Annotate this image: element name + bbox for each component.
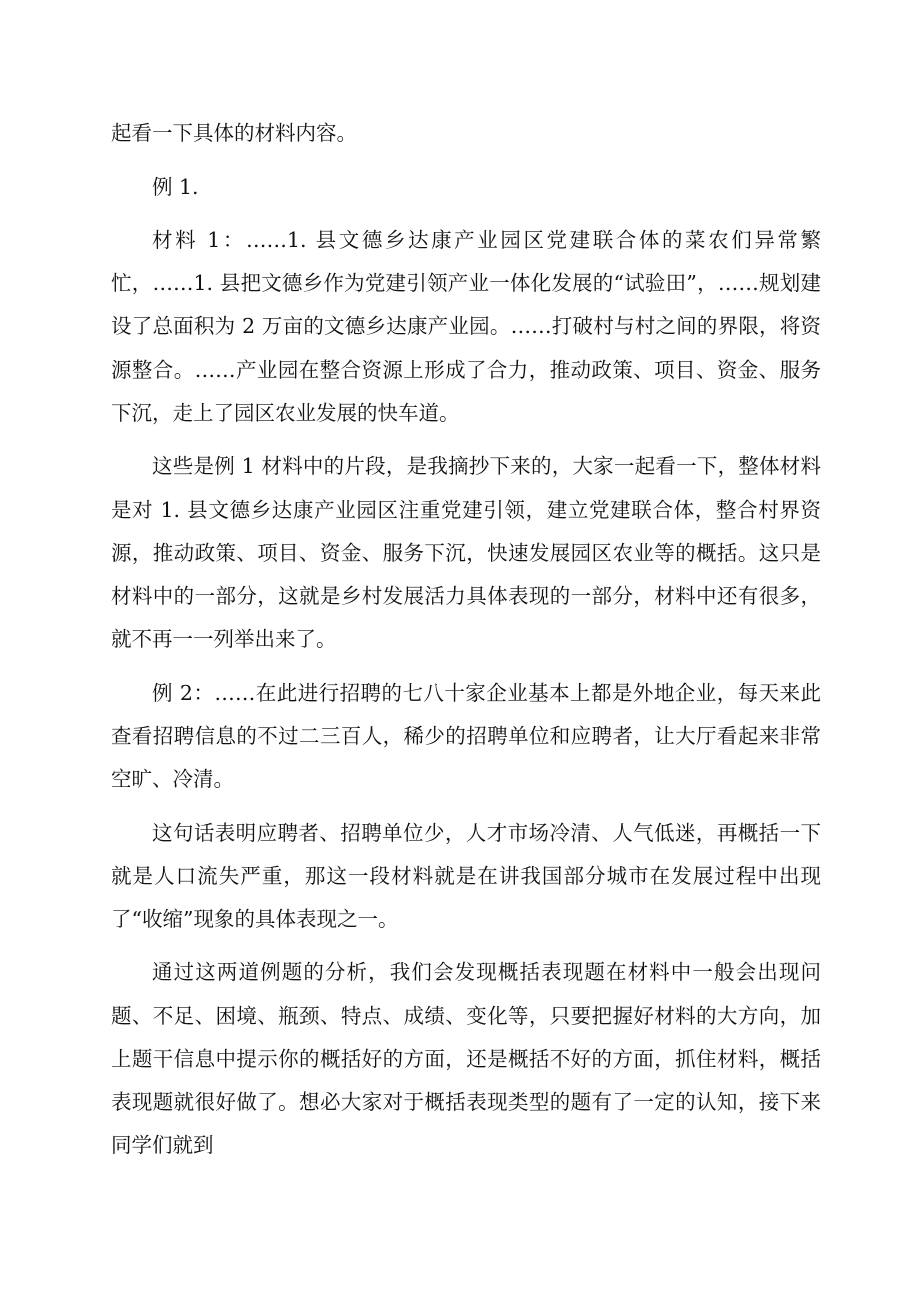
document-body	[111, 112, 821, 1178]
paragraph-example-2-analysis: 这句话表明应聘者、招聘单位少，人才市场冷清、人气低迷，再概括一下就是人口流失严重，那这一段材料就是在讲我国部分城市在发展过程中出现了“收缩”现象的具体表现之一。	[111, 820, 821, 931]
paragraph-example-2: 例 2：……在此进行招聘的七八十家企业基本上都是外地企业，每天来此查看招聘信息的不过二三百人，稀少的招聘单位和应聘者，让大厅看起来非常空旷、冷清。	[111, 680, 821, 792]
paragraph-material-1: 材料 1：……1. 县文德乡达康产业园区党建联合体的菜农们异常繁忙，……1. 县把文德乡作为党建引领产业一体化发展的“试验田”，……规划建设了总面积为 2 万亩的文德乡达康产业园。……打破村与村之间的界限，将资源整合。……产业园在整合资源上形成了合力，推动政策、项目、资金、服务下沉，走上了园区农业发展的快车道。	[111, 228, 821, 425]
paragraph-material-1-analysis: 这些是例 1 材料中的片段，是我摘抄下来的，大家一起看一下，整体材料是对 1. 县文德乡达康产业园区注重党建引领，建立党建联合体，整合村界资源，推动政策、项目、资金、服务下沉，快速发展园区农业等的概括。这只是材料中的一部分，这就是乡村发展活力具体表现的一部分，材料中还有很多，就不再一一列举出来了。	[111, 454, 821, 652]
paragraph-summary: 通过这两道例题的分析，我们会发现概括表现题在材料中一般会出现问题、不足、困境、瓶颈、特点、成绩、变化等，只要把握好材料的大方向，加上题干信息中提示你的概括好的方面，还是概括不好的方面，抓住材料，概括表现题就很好做了。想必大家对于概括表现类型的题有了一定的认知，接下来同学们就到	[111, 960, 821, 1158]
paragraph-continuation: 起看一下具体的材料内容。	[111, 121, 357, 145]
paragraph-example-1-heading: 例 1.	[152, 174, 199, 199]
